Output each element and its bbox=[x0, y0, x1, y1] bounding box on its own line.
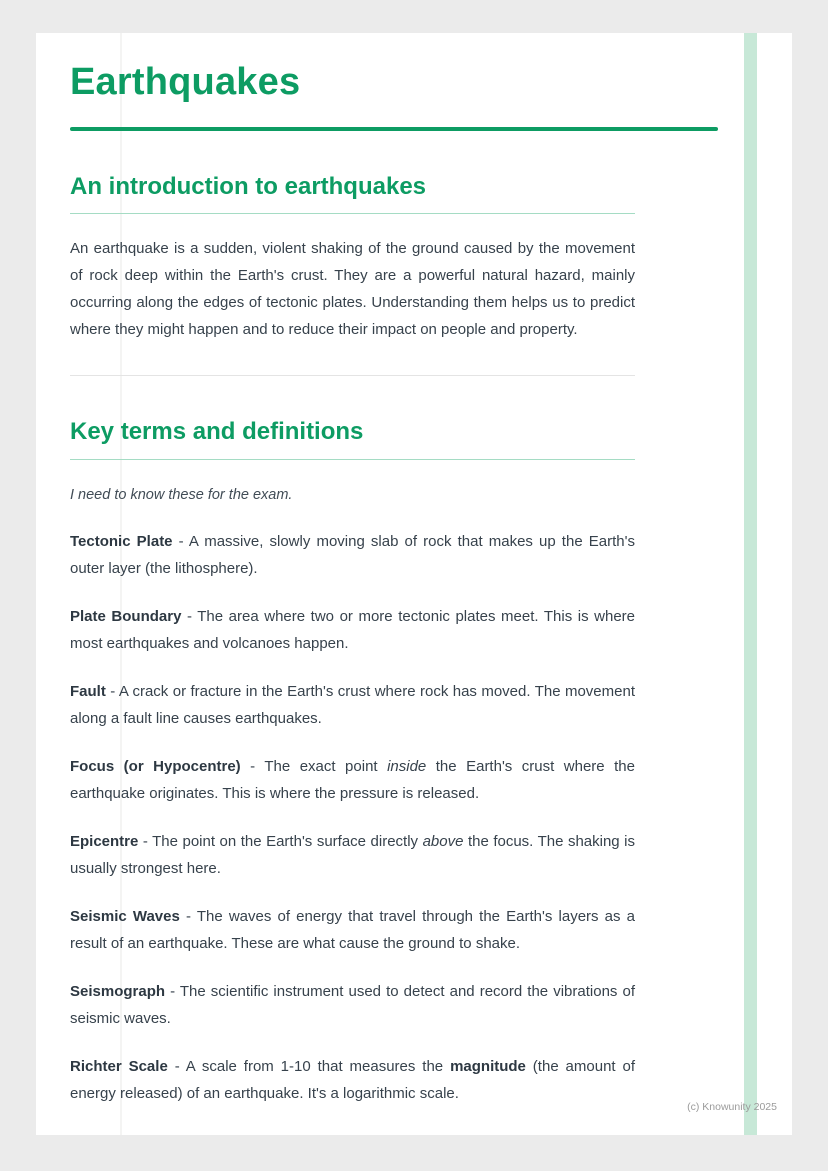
definition-text: - A crack or fracture in the Earth's crust where rock has moved. The movement along a fault line causes earthquakes. bbox=[70, 683, 635, 728]
definition-item bbox=[70, 753, 635, 807]
intro-paragraph: An earthquake is a sudden, violent shaking of the ground caused by the movement of rock deep within the Earth's crust. They are a powerful natural hazard, mainly occurring along the edges of tectonic plates. Understanding them helps us to predict where they might happen and to reduce their impact on people and property. bbox=[70, 240, 635, 339]
title-divider bbox=[70, 127, 718, 131]
document-page bbox=[36, 33, 792, 1135]
definition-text: above bbox=[422, 833, 464, 851]
definition-term: Seismograph bbox=[70, 983, 166, 1001]
document-content bbox=[36, 33, 635, 1107]
definition-text: - The exact point bbox=[240, 758, 388, 776]
definition-item bbox=[70, 828, 635, 882]
definition-term: Focus (or Hypocentre) bbox=[70, 758, 241, 776]
definition-term: Fault bbox=[70, 683, 106, 701]
copyright: (c) Knowunity 2025 bbox=[687, 1101, 777, 1113]
section-heading-intro: An introduction to earthquakes bbox=[70, 173, 635, 215]
page-accent-strip bbox=[744, 33, 757, 1135]
section-heading-key-terms: Key terms and definitions bbox=[70, 418, 635, 460]
exam-note: I need to know these for the exam. bbox=[70, 487, 293, 504]
definition-text: - The point on the Earth's surface directly bbox=[138, 833, 423, 851]
definition-text: (the amount of energy released) of an earthquake. It's a logarithmic scale. bbox=[70, 1058, 636, 1103]
definition-text: magnitude bbox=[450, 1058, 526, 1076]
definition-item bbox=[70, 678, 635, 732]
definition-text: - The waves of energy that travel through the Earth's layers as a result of an earthquake. These are what cause the ground to shake. bbox=[70, 908, 636, 953]
section-divider bbox=[70, 375, 635, 376]
definition-item bbox=[70, 603, 635, 657]
definition-text: the focus. The shaking is usually strongest here. bbox=[70, 833, 635, 878]
definition-term: Plate Boundary bbox=[70, 608, 182, 626]
definition-term: Seismic Waves bbox=[70, 908, 180, 926]
definition-term: Epicentre bbox=[70, 833, 139, 851]
definition-item bbox=[70, 903, 635, 957]
definition-item bbox=[70, 528, 635, 582]
definition-text: - The scientific instrument used to detect and record the vibrations of seismic waves. bbox=[70, 983, 635, 1028]
page-title: Earthquakes bbox=[70, 61, 301, 103]
definition-text: the Earth's crust where the earthquake originates. This is where the pressure is released. bbox=[70, 758, 635, 803]
definition-item bbox=[70, 1053, 635, 1107]
definition-text: - A massive, slowly moving slab of rock that makes up the Earth's outer layer (the lithosphere). bbox=[70, 533, 635, 578]
definition-text: - The area where two or more tectonic plates meet. This is where most earthquakes and volcanoes happen. bbox=[70, 608, 635, 653]
definition-text: inside bbox=[387, 758, 427, 776]
definition-item bbox=[70, 978, 635, 1032]
definition-term: Richter Scale bbox=[70, 1058, 168, 1076]
definition-term: Tectonic Plate bbox=[70, 533, 173, 551]
definition-text: - A scale from 1-10 that measures the bbox=[167, 1058, 451, 1076]
definitions-list bbox=[70, 528, 635, 1107]
